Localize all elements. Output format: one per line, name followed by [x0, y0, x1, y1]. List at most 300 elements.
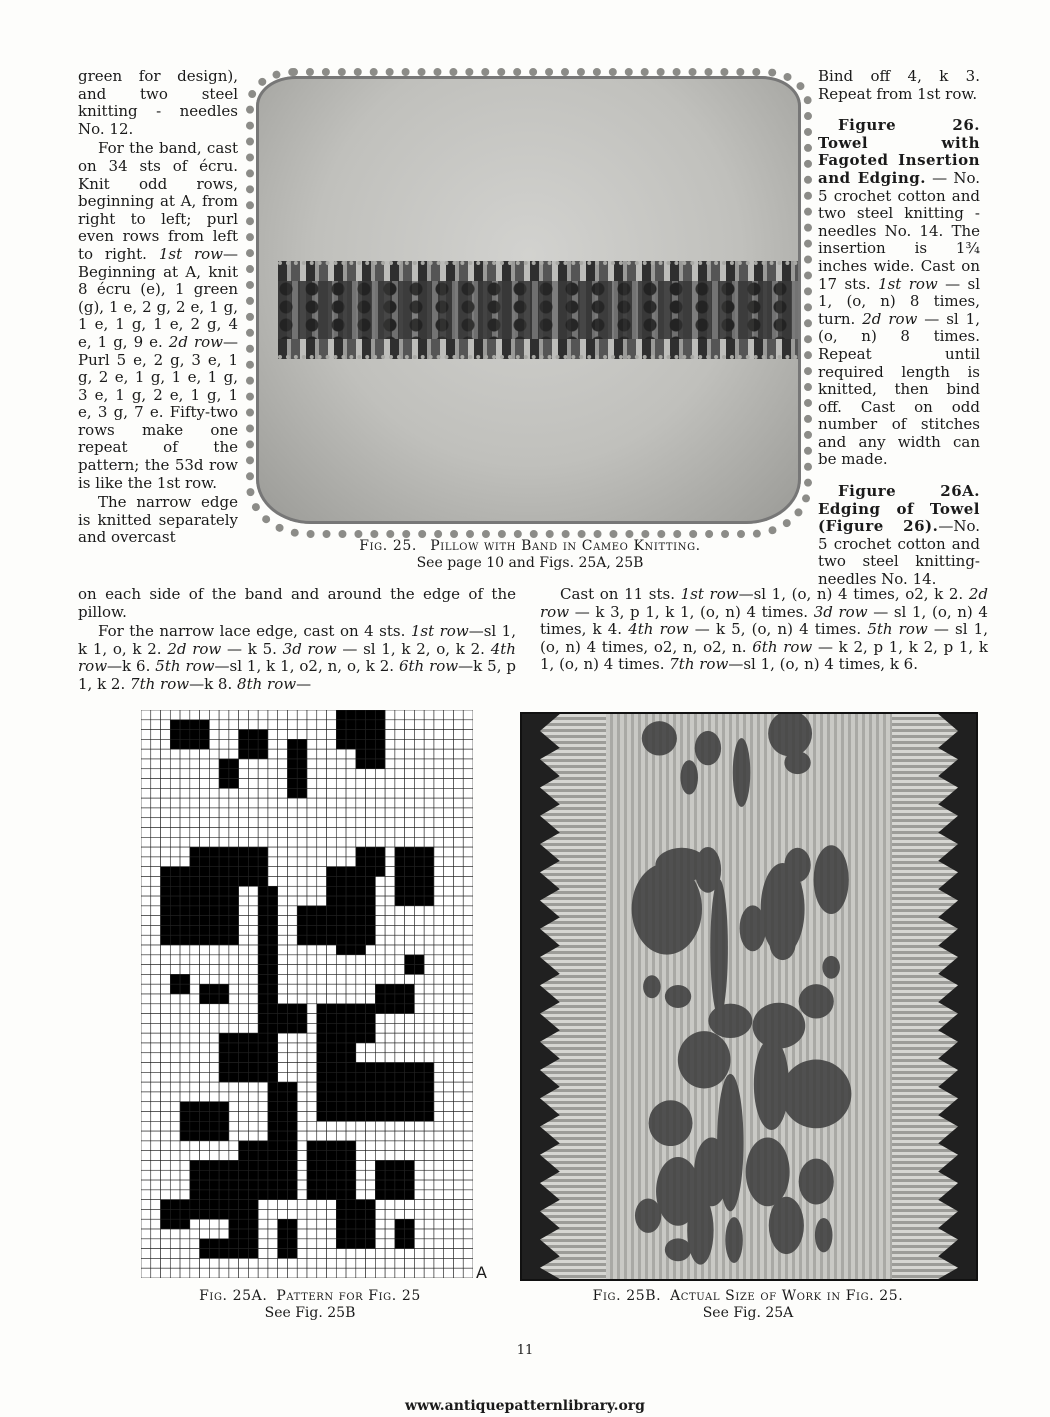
chart-cell-green [317, 1102, 327, 1112]
chart-cell-green [327, 925, 337, 935]
chart-cell-ecru [180, 1023, 190, 1033]
chart-cell-ecru [444, 876, 454, 886]
chart-cell-ecru [239, 965, 249, 975]
chart-cell-ecru [453, 1063, 463, 1073]
chart-cell-green [180, 935, 190, 945]
chart-cell-ecru [248, 828, 258, 838]
chart-cell-ecru [141, 935, 151, 945]
chart-cell-ecru [151, 1258, 161, 1268]
chart-cell-ecru [336, 857, 346, 867]
chart-cell-green [180, 1209, 190, 1219]
chart-cell-green [356, 886, 366, 896]
chart-cell-ecru [170, 1268, 180, 1278]
row-label: 5th row [155, 657, 215, 676]
chart-cell-ecru [463, 759, 473, 769]
chart-cell-ecru [180, 1160, 190, 1170]
chart-cell-ecru [434, 1160, 444, 1170]
chart-cell-ecru [424, 1141, 434, 1151]
chart-cell-green [346, 1092, 356, 1102]
chart-cell-green [336, 1170, 346, 1180]
chart-cell-ecru [141, 1268, 151, 1278]
chart-cell-ecru [405, 818, 415, 828]
chart-cell-ecru [151, 916, 161, 926]
chart-cell-ecru [453, 749, 463, 759]
chart-cell-green [356, 739, 366, 749]
chart-cell-green [356, 906, 366, 916]
text: — [296, 674, 312, 693]
chart-cell-green [161, 916, 171, 926]
chart-cell-green [375, 1092, 385, 1102]
chart-cell-ecru [141, 1180, 151, 1190]
chart-cell-ecru [375, 779, 385, 789]
chart-cell-ecru [161, 730, 171, 740]
chart-cell-ecru [180, 779, 190, 789]
chart-cell-ecru [424, 1023, 434, 1033]
chart-cell-ecru [209, 1229, 219, 1239]
chart-cell-ecru [424, 906, 434, 916]
chart-cell-green [287, 1131, 297, 1141]
chart-cell-green [170, 876, 180, 886]
chart-cell-ecru [434, 1170, 444, 1180]
chart-cell-ecru [444, 1072, 454, 1082]
chart-cell-ecru [229, 749, 239, 759]
chart-cell-ecru [151, 994, 161, 1004]
chart-cell-green [248, 1141, 258, 1151]
chart-cell-green [200, 730, 210, 740]
chart-cell-ecru [297, 1180, 307, 1190]
chart-cell-ecru [434, 1190, 444, 1200]
chart-cell-ecru [209, 1033, 219, 1043]
chart-cell-green [209, 935, 219, 945]
chart-cell-ecru [356, 994, 366, 1004]
chart-cell-ecru [190, 1004, 200, 1014]
chart-cell-ecru [385, 847, 395, 857]
chart-cell-ecru [336, 779, 346, 789]
chart-cell-ecru [444, 925, 454, 935]
chart-cell-green [219, 916, 229, 926]
chart-cell-green [346, 906, 356, 916]
chart-cell-ecru [258, 798, 268, 808]
chart-cell-ecru [375, 769, 385, 779]
text: — sl 1, (o, n) 4 times, k 4. [540, 602, 988, 639]
chart-cell-ecru [258, 1268, 268, 1278]
chart-cell-ecru [161, 1102, 171, 1112]
chart-cell-ecru [463, 1131, 473, 1141]
chart-cell-ecru [453, 1219, 463, 1229]
chart-cell-green [190, 857, 200, 867]
chart-cell-ecru [248, 955, 258, 965]
chart-cell-ecru [444, 739, 454, 749]
chart-cell-ecru [405, 1053, 415, 1063]
chart-cell-ecru [297, 994, 307, 1004]
chart-cell-ecru [444, 1151, 454, 1161]
row-label: 8th row [237, 674, 297, 693]
chart-cell-green [317, 1043, 327, 1053]
chart-cell-green [336, 1112, 346, 1122]
chart-cell-ecru [414, 739, 424, 749]
chart-cell-green [336, 867, 346, 877]
row-label: 6th row [398, 657, 459, 676]
chart-cell-ecru [307, 847, 317, 857]
chart-cell-ecru [444, 1200, 454, 1210]
chart-cell-ecru [307, 749, 317, 759]
chart-cell-ecru [444, 779, 454, 789]
chart-cell-ecru [317, 1229, 327, 1239]
chart-cell-ecru [356, 965, 366, 975]
chart-cell-ecru [219, 828, 229, 838]
chart-cell-ecru [317, 1249, 327, 1259]
row-label: 1st row [158, 244, 223, 263]
chart-cell-ecru [434, 730, 444, 740]
chart-cell-green [395, 1102, 405, 1112]
chart-cell-ecru [444, 1229, 454, 1239]
chart-cell-ecru [190, 1141, 200, 1151]
chart-cell-ecru [405, 1249, 415, 1259]
chart-cell-ecru [200, 779, 210, 789]
chart-cell-green [405, 886, 415, 896]
chart-cell-ecru [268, 818, 278, 828]
chart-cell-ecru [317, 1200, 327, 1210]
chart-cell-ecru [141, 1053, 151, 1063]
chart-cell-ecru [327, 1229, 337, 1239]
chart-cell-green [161, 935, 171, 945]
chart-cell-ecru [268, 739, 278, 749]
chart-cell-ecru [463, 1121, 473, 1131]
chart-cell-ecru [268, 808, 278, 818]
chart-cell-ecru [414, 1258, 424, 1268]
chart-cell-green [219, 925, 229, 935]
chart-cell-ecru [395, 769, 405, 779]
chart-cell-ecru [375, 876, 385, 886]
chart-cell-ecru [405, 710, 415, 720]
chart-cell-ecru [414, 1180, 424, 1190]
chart-cell-ecru [414, 935, 424, 945]
chart-cell-green [190, 739, 200, 749]
chart-cell-ecru [414, 1209, 424, 1219]
chart-cell-ecru [229, 1131, 239, 1141]
floral-motif [622, 714, 876, 1279]
chart-cell-ecru [463, 1151, 473, 1161]
chart-cell-ecru [375, 1151, 385, 1161]
row-label: 2d row [540, 585, 988, 621]
chart-cell-ecru [268, 759, 278, 769]
chart-cell-green [385, 1102, 395, 1112]
chart-cell-green [414, 867, 424, 877]
chart-cell-green [258, 867, 268, 877]
chart-cell-green [424, 1063, 434, 1073]
chart-cell-ecru [385, 779, 395, 789]
chart-cell-green [414, 965, 424, 975]
chart-cell-ecru [424, 818, 434, 828]
row-label: 2d row [168, 332, 223, 351]
chart-cell-green [278, 1092, 288, 1102]
chart-cell-green [229, 876, 239, 886]
chart-cell-green [239, 1063, 249, 1073]
chart-cell-ecru [385, 1209, 395, 1219]
chart-cell-green [219, 1200, 229, 1210]
chart-cell-ecru [268, 1209, 278, 1219]
chart-cell-green [366, 730, 376, 740]
chart-cell-ecru [161, 1141, 171, 1151]
chart-cell-ecru [366, 984, 376, 994]
chart-cell-green [395, 867, 405, 877]
chart-cell-green [405, 1082, 415, 1092]
chart-cell-ecru [297, 896, 307, 906]
chart-cell-ecru [200, 1229, 210, 1239]
chart-cell-ecru [180, 710, 190, 720]
chart-cell-ecru [375, 1200, 385, 1210]
chart-cell-ecru [336, 828, 346, 838]
chart-cell-ecru [434, 886, 444, 896]
chart-cell-ecru [336, 1258, 346, 1268]
chart-cell-ecru [385, 749, 395, 759]
chart-cell-green [336, 1014, 346, 1024]
chart-cell-green [278, 1004, 288, 1014]
chart-cell-green [346, 867, 356, 877]
chart-cell-ecru [200, 1141, 210, 1151]
chart-cell-ecru [297, 867, 307, 877]
chart-cell-green [239, 1033, 249, 1043]
chart-cell-green [356, 749, 366, 759]
chart-cell-ecru [385, 896, 395, 906]
chart-cell-ecru [395, 779, 405, 789]
chart-cell-ecru [307, 1219, 317, 1229]
chart-cell-ecru [307, 1004, 317, 1014]
chart-cell-green [258, 1043, 268, 1053]
chart-cell-ecru [444, 720, 454, 730]
chart-cell-ecru [190, 749, 200, 759]
chart-cell-green [209, 984, 219, 994]
chart-cell-ecru [170, 798, 180, 808]
chart-cell-green [248, 867, 258, 877]
chart-cell-ecru [356, 1268, 366, 1278]
chart-cell-ecru [395, 788, 405, 798]
chart-cell-ecru [219, 1151, 229, 1161]
chart-cell-ecru [317, 886, 327, 896]
chart-cell-ecru [219, 1023, 229, 1033]
knitted-sample-photo [520, 712, 978, 1281]
chart-cell-ecru [209, 808, 219, 818]
chart-cell-ecru [453, 1014, 463, 1024]
chart-cell-green [395, 1160, 405, 1170]
chart-cell-ecru [385, 945, 395, 955]
chart-cell-ecru [307, 1112, 317, 1122]
chart-cell-green [317, 1014, 327, 1024]
chart-cell-green [239, 1239, 249, 1249]
chart-cell-green [414, 1072, 424, 1082]
chart-cell-ecru [297, 818, 307, 828]
chart-cell-ecru [424, 984, 434, 994]
chart-cell-ecru [444, 710, 454, 720]
chart-cell-ecru [414, 1053, 424, 1063]
chart-cell-ecru [180, 1229, 190, 1239]
chart-cell-ecru [287, 867, 297, 877]
chart-cell-ecru [190, 759, 200, 769]
chart-cell-green [200, 857, 210, 867]
chart-cell-ecru [424, 720, 434, 730]
chart-cell-ecru [327, 994, 337, 1004]
chart-cell-ecru [434, 857, 444, 867]
caption-text: Pillow with Band in Cameo Knitting. [430, 538, 701, 554]
chart-cell-ecru [307, 1258, 317, 1268]
caption-number: Fig. 25A. [199, 1288, 268, 1304]
chart-cell-green [336, 1063, 346, 1073]
chart-cell-green [336, 925, 346, 935]
chart-cell-green [346, 1043, 356, 1053]
chart-cell-green [278, 1102, 288, 1112]
chart-cell-green [268, 1160, 278, 1170]
chart-cell-ecru [170, 828, 180, 838]
row-label: 3d row [282, 639, 337, 658]
chart-cell-green [190, 916, 200, 926]
chart-cell-green [356, 1239, 366, 1249]
chart-cell-ecru [385, 1033, 395, 1043]
chart-cell-ecru [161, 1033, 171, 1043]
chart-cell-ecru [161, 837, 171, 847]
chart-cell-green [248, 1151, 258, 1161]
chart-cell-green [190, 925, 200, 935]
chart-cell-ecru [307, 974, 317, 984]
chart-cell-ecru [336, 955, 346, 965]
chart-cell-ecru [268, 867, 278, 877]
chart-cell-ecru [385, 837, 395, 847]
motif-shape [740, 905, 766, 951]
chart-cell-green [239, 1043, 249, 1053]
chart-cell-green [287, 788, 297, 798]
chart-cell-ecru [180, 965, 190, 975]
chart-cell-ecru [307, 857, 317, 867]
chart-cell-green [287, 1082, 297, 1092]
chart-cell-ecru [297, 886, 307, 896]
caption-text: Actual Size of Work in Fig. 25. [670, 1288, 904, 1304]
chart-cell-green [366, 1092, 376, 1102]
chart-cell-green [161, 896, 171, 906]
chart-cell-ecru [434, 925, 444, 935]
chart-cell-green [336, 1043, 346, 1053]
chart-cell-ecru [170, 710, 180, 720]
chart-cell-green [356, 945, 366, 955]
chart-cell-ecru [405, 1268, 415, 1278]
text: —sl 1, (o, n) 4 times, k 6. [728, 655, 918, 674]
chart-cell-ecru [434, 788, 444, 798]
chart-cell-ecru [434, 1131, 444, 1141]
chart-cell-green [248, 1170, 258, 1180]
chart-cell-green [278, 1160, 288, 1170]
chart-cell-ecru [395, 1023, 405, 1033]
chart-cell-green [200, 1170, 210, 1180]
chart-cell-ecru [248, 798, 258, 808]
chart-cell-ecru [151, 935, 161, 945]
chart-cell-green [180, 730, 190, 740]
chart-cell-green [170, 1209, 180, 1219]
chart-cell-ecru [424, 828, 434, 838]
chart-cell-ecru [317, 1121, 327, 1131]
chart-cell-ecru [434, 1239, 444, 1249]
chart-cell-ecru [180, 1092, 190, 1102]
chart-cell-green [268, 1112, 278, 1122]
chart-cell-ecru [239, 1102, 249, 1112]
chart-cell-ecru [170, 1072, 180, 1082]
chart-cell-ecru [463, 1014, 473, 1024]
chart-cell-ecru [463, 1229, 473, 1239]
chart-cell-green [405, 857, 415, 867]
chart-cell-ecru [434, 1063, 444, 1073]
chart-cell-green [229, 886, 239, 896]
chart-cell-ecru [453, 1180, 463, 1190]
chart-cell-green [356, 1072, 366, 1082]
chart-cell-ecru [141, 798, 151, 808]
chart-cell-ecru [209, 1151, 219, 1161]
chart-cell-ecru [287, 730, 297, 740]
chart-cell-ecru [424, 1258, 434, 1268]
motif-shape [822, 956, 840, 979]
chart-cell-ecru [219, 1082, 229, 1092]
chart-cell-ecru [297, 837, 307, 847]
chart-cell-ecru [414, 759, 424, 769]
chart-cell-ecru [219, 1092, 229, 1102]
chart-cell-ecru [336, 1131, 346, 1141]
chart-cell-green [200, 916, 210, 926]
chart-cell-green [356, 1229, 366, 1239]
chart-cell-green [375, 1160, 385, 1170]
chart-cell-green [190, 1112, 200, 1122]
chart-cell-ecru [209, 1053, 219, 1063]
chart-cell-ecru [151, 1141, 161, 1151]
chart-cell-ecru [453, 710, 463, 720]
chart-cell-green [209, 867, 219, 877]
chart-cell-ecru [180, 955, 190, 965]
chart-cell-ecru [434, 1229, 444, 1239]
chart-cell-ecru [141, 857, 151, 867]
chart-cell-ecru [307, 955, 317, 965]
motif-shape [695, 731, 721, 765]
chart-cell-ecru [424, 935, 434, 945]
chart-cell-ecru [327, 1219, 337, 1229]
chart-cell-ecru [287, 1258, 297, 1268]
chart-cell-green [219, 1249, 229, 1259]
chart-cell-green [327, 1092, 337, 1102]
chart-cell-green [307, 1160, 317, 1170]
chart-cell-green [278, 1190, 288, 1200]
chart-cell-green [405, 1004, 415, 1014]
chart-cell-ecru [209, 965, 219, 975]
chart-cell-ecru [268, 828, 278, 838]
chart-cell-ecru [463, 1258, 473, 1268]
chart-cell-ecru [444, 1170, 454, 1180]
chart-cell-ecru [190, 1268, 200, 1278]
chart-cell-green [219, 994, 229, 1004]
chart-cell-ecru [190, 1092, 200, 1102]
chart-cell-ecru [405, 1209, 415, 1219]
chart-cell-ecru [453, 1209, 463, 1219]
chart-cell-ecru [278, 818, 288, 828]
chart-cell-green [346, 896, 356, 906]
chart-cell-green [336, 945, 346, 955]
chart-cell-green [385, 1092, 395, 1102]
chart-cell-green [356, 1082, 366, 1092]
chart-cell-ecru [336, 759, 346, 769]
chart-cell-green [346, 1190, 356, 1200]
chart-cell-green [366, 1112, 376, 1122]
chart-cell-green [200, 876, 210, 886]
chart-cell-ecru [180, 808, 190, 818]
chart-cell-ecru [414, 818, 424, 828]
chart-cell-green [229, 935, 239, 945]
chart-cell-green [317, 1033, 327, 1043]
chart-cell-ecru [424, 1219, 434, 1229]
chart-cell-green [239, 1229, 249, 1239]
chart-cell-ecru [248, 1112, 258, 1122]
